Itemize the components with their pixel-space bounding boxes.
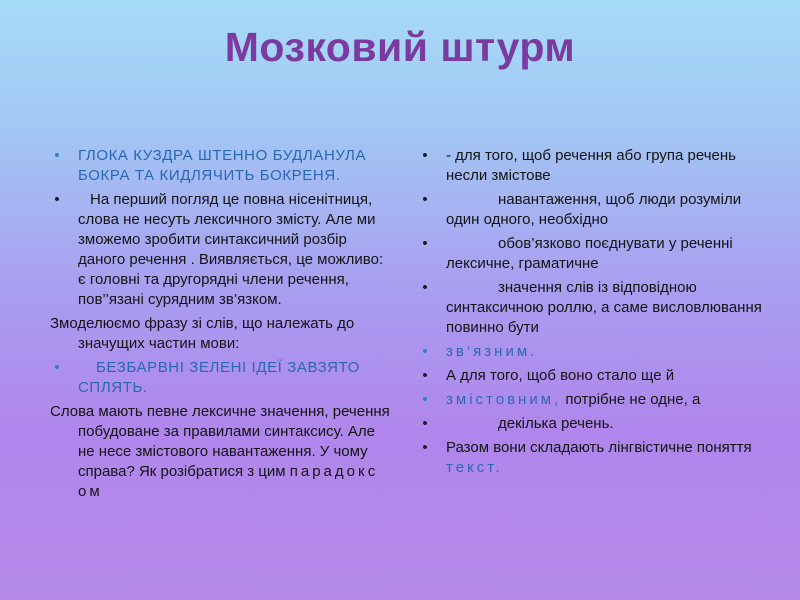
list-item	[418, 390, 778, 410]
paragraph: Змоделюємо фразу зі слів, що належать до значущих частин мови:	[50, 315, 355, 352]
bullet-icon: •	[422, 367, 428, 384]
bullet-icon: •	[54, 147, 60, 164]
list-item	[418, 190, 778, 230]
list-item-text: обов’язково поєднувати у реченні лексичне, граматичне	[446, 235, 733, 272]
list-item	[418, 342, 778, 362]
list-item-text: А для того, щоб воно стало ще й	[446, 367, 675, 384]
list-item-text: Разом вони складають лінгвістичне поняття	[446, 439, 752, 456]
list-item-text: значення слів із відповідною синтаксичною роллю, а саме висловлювання повинно бути	[446, 279, 762, 336]
bullet-icon: •	[422, 415, 428, 432]
list-item-text: навантаження, щоб люди розуміли один одного, необхідно	[446, 191, 742, 228]
list-item	[50, 146, 390, 186]
list-item-text: декілька речень.	[498, 415, 614, 432]
bullet-icon: •	[422, 279, 428, 296]
bullet-icon: •	[422, 235, 428, 252]
right-column	[418, 146, 778, 478]
bullet-icon: •	[422, 391, 428, 408]
bullet-icon: •	[54, 191, 60, 208]
list-item	[418, 234, 778, 274]
list-item	[418, 414, 778, 434]
paradox-word: парадокс ом	[78, 463, 379, 500]
bullet-icon: •	[54, 359, 60, 376]
explanation-text: На перший погляд це повна нісенітниця, слова не несуть лексичного змісту. Але ми зможемо зробити синтаксичний розбір даного речення . Виявляється, це можливо: є головні та другорядні члени речення, пов’’язані сурядним зв’язком.	[78, 191, 384, 308]
list-item	[50, 358, 390, 398]
list-item	[418, 438, 778, 478]
bullet-icon: •	[422, 147, 428, 164]
list-item	[418, 146, 778, 186]
highlight-word: змістовним,	[446, 391, 562, 408]
nonsense-phrase: ГЛОКА КУЗДРА ШТЕННО БУДЛАНУЛА БОКРА ТА КИДЛЯЧИТЬ БОКРЕНЯ.	[78, 147, 367, 184]
paragraph-text: Слова мають певне лексичне значення, речення побудоване за правилами синтаксису. Але не несе змістового навантаження. У чому справа? Як розібратися з цим	[50, 403, 390, 480]
page-title: Мозковий штурм	[224, 24, 576, 70]
bullet-icon: •	[422, 343, 428, 360]
highlight-word: текст.	[446, 459, 503, 476]
list-item	[418, 278, 778, 338]
list-item-text: - для того, щоб речення або група речень несли змістове	[446, 147, 736, 184]
highlight-word: зв‘язним.	[446, 343, 538, 360]
list-item	[50, 190, 390, 310]
bullet-icon: •	[422, 439, 428, 456]
list-item	[418, 366, 778, 386]
list-item-text: потрібне не одне, а	[565, 391, 701, 408]
paragraph	[50, 402, 390, 502]
example-phrase: БЕЗБАРВНІ ЗЕЛЕНІ ІДЕЇ ЗАВЗЯТО СПЛЯТЬ.	[78, 359, 360, 396]
left-column	[50, 146, 390, 502]
bullet-icon: •	[422, 191, 428, 208]
